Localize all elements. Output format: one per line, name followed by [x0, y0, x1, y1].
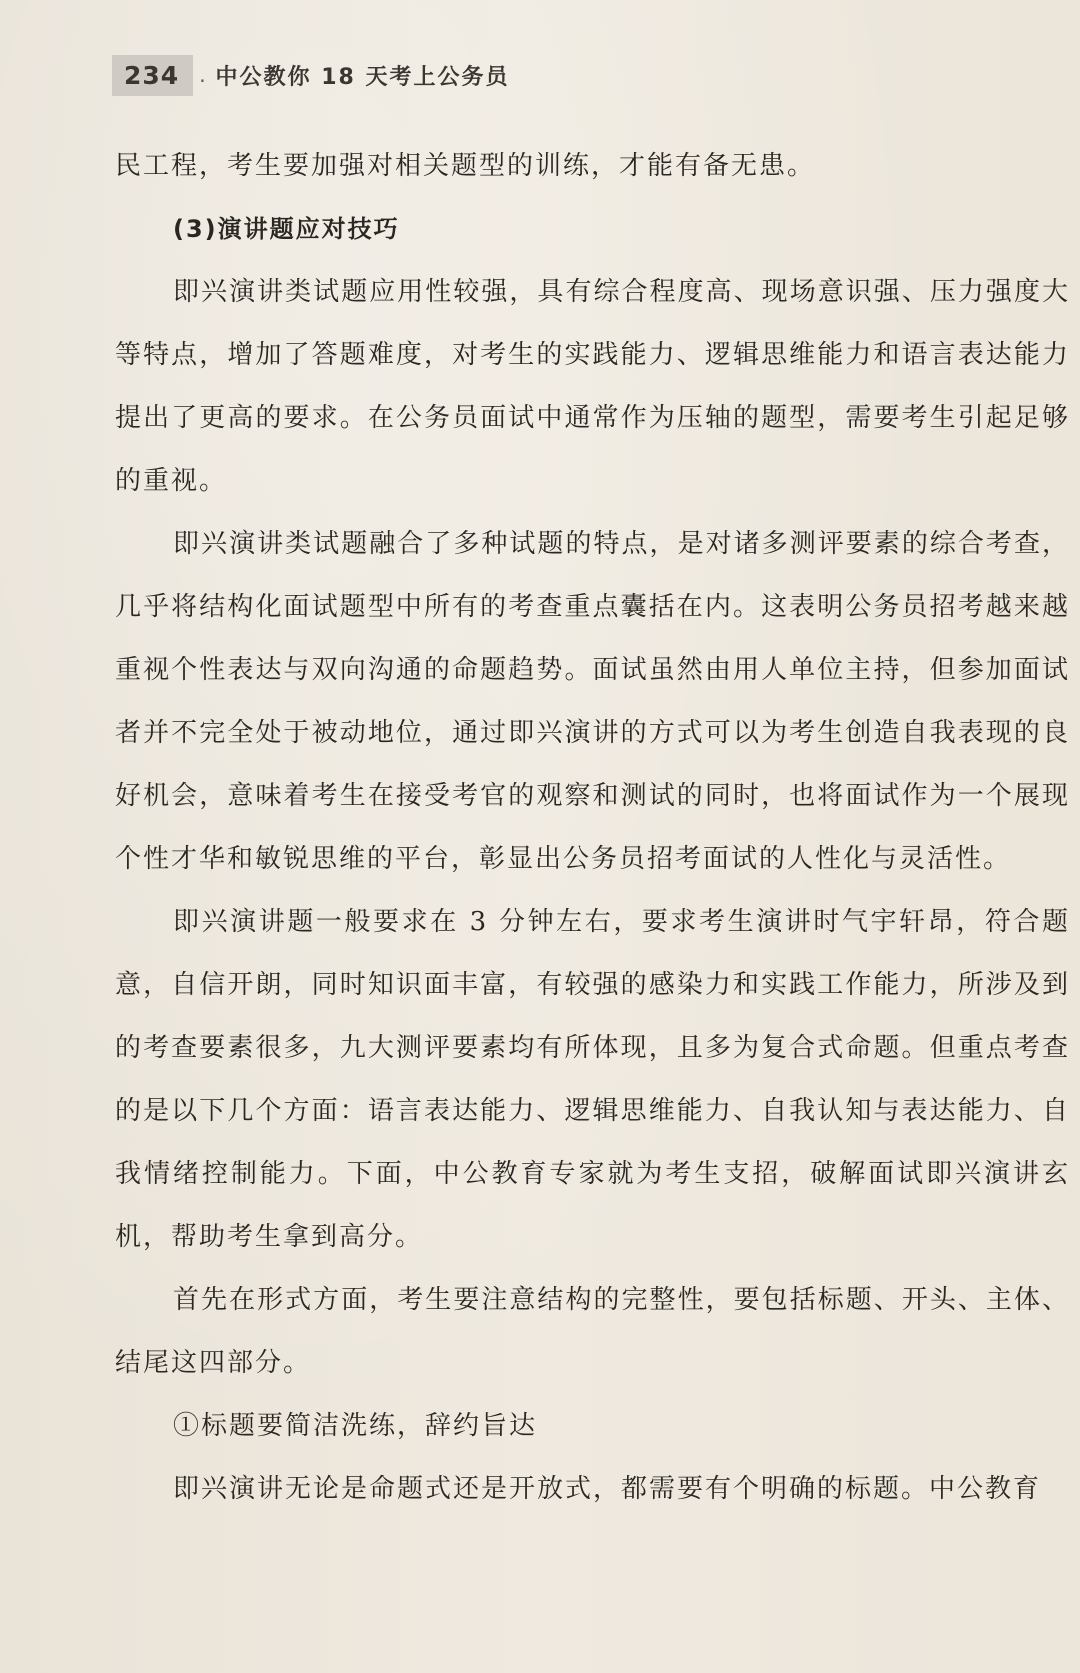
list-item-heading: ①标题要简洁洗练，辞约旨达: [173, 1411, 538, 1441]
paragraph: 即兴演讲题一般要求在 3 分钟左右，要求考生演讲时气宇轩昂，符合题意，自信开朗，同时知识面丰富，有较强的感染力和实践工作能力，所涉及到的考查要素很多，九大测评要素均有所体现，且多为复合式命题。但重点考查的是以下几个方面：语言表达能力、逻辑思维能力、自我认知与表达能力、自我情绪控制能力。下面，中公教育专家就为考生支招，破解面试即兴演讲玄机，帮助考生拿到高分。: [115, 907, 1070, 1252]
body-text: [115, 135, 1070, 1521]
paragraph: 首先在形式方面，考生要注意结构的完整性，要包括标题、开头、主体、结尾这四部分。: [115, 1285, 1070, 1378]
running-header: [112, 52, 509, 98]
page-number: 234: [112, 55, 193, 96]
paragraph-continuation: 民工程，考生要加强对相关题型的训练，才能有备无患。: [115, 151, 816, 181]
paragraph: 即兴演讲类试题融合了多种试题的特点，是对诸多测评要素的综合考查，几乎将结构化面试题型中所有的考查重点囊括在内。这表明公务员招考越来越重视个性表达与双向沟通的命题趋势。面试虽然由用人单位主持，但参加面试者并不完全处于被动地位，通过即兴演讲的方式可以为考生创造自我表现的良好机会，意味着考生在接受考官的观察和测试的同时，也将面试作为一个展现个性才华和敏锐思维的平台，彰显出公务员招考面试的人性化与灵活性。: [115, 529, 1070, 874]
book-title: 中公教你 18 天考上公务员: [215, 64, 510, 90]
header-separator: .: [199, 63, 206, 87]
paragraph: 即兴演讲类试题应用性较强，具有综合程度高、现场意识强、压力强度大等特点，增加了答题难度，对考生的实践能力、逻辑思维能力和语言表达能力提出了更高的要求。在公务员面试中通常作为压轴的题型，需要考生引起足够的重视。: [115, 277, 1070, 496]
section-subheading: (3)演讲题应对技巧: [173, 215, 400, 243]
paragraph: 即兴演讲无论是命题式还是开放式，都需要有个明确的标题。中公教育: [173, 1474, 1042, 1504]
